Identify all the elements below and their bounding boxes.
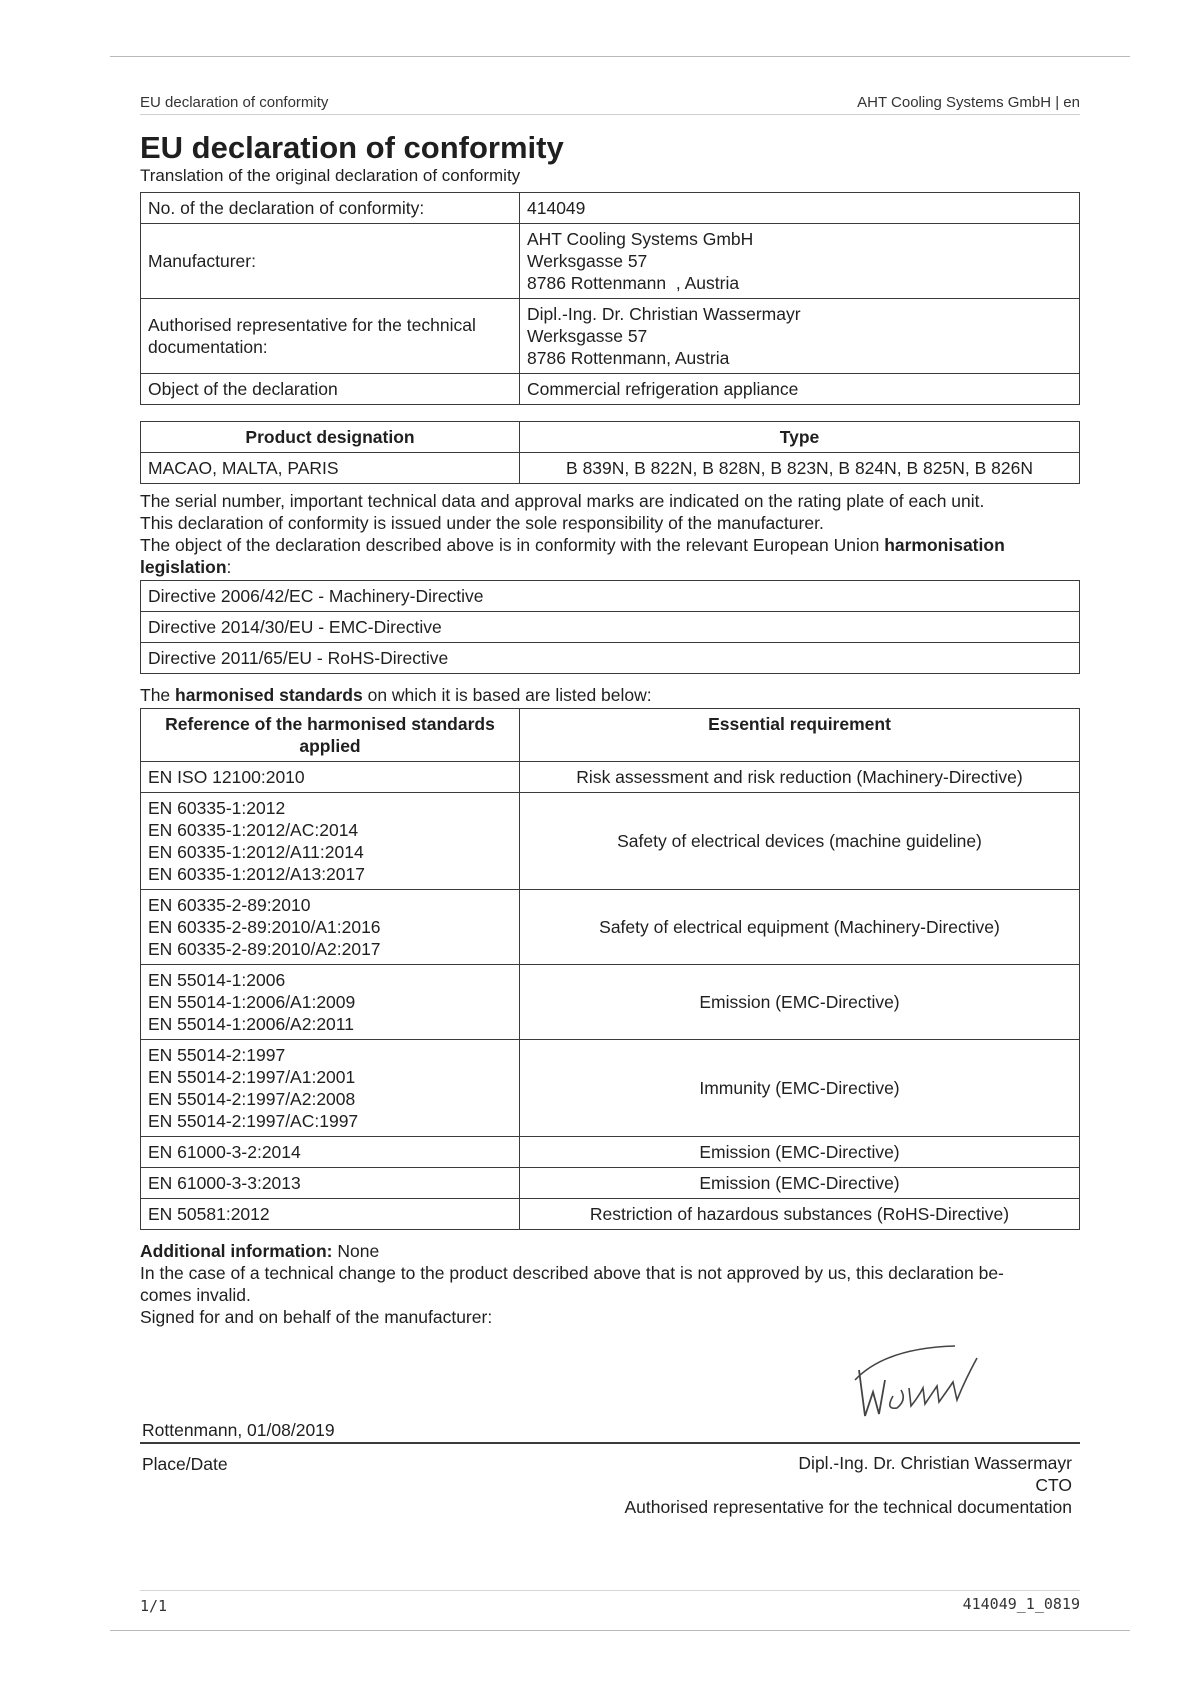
place-date-value: Rottenmann, 01/08/2019 bbox=[142, 1420, 335, 1440]
statement-line: This declaration of conformity is issued under the sole responsibility of the manufacturer. bbox=[140, 513, 824, 533]
table-row bbox=[141, 890, 1080, 965]
standard-requirement: Emission (EMC-Directive) bbox=[520, 965, 1080, 1040]
signer-role: Authorised representative for the technical documentation bbox=[624, 1497, 1072, 1517]
bold-term: harmonised standards bbox=[175, 685, 363, 705]
additional-information bbox=[140, 1240, 1080, 1328]
info-value-line: Commercial refrigeration appliance bbox=[527, 379, 799, 399]
info-value-line: Werksgasse 57 bbox=[527, 251, 648, 271]
info-label: Manufacturer: bbox=[141, 224, 520, 299]
statement-line: The serial number, important technical data and approval marks are indicated on the rating plate of each unit. bbox=[140, 491, 985, 511]
document-code: 414049_1_0819 bbox=[962, 1595, 1080, 1613]
info-label: Object of the declaration bbox=[141, 374, 520, 405]
place-date-label: Place/Date bbox=[142, 1454, 228, 1474]
table-row bbox=[141, 224, 1080, 299]
table-row bbox=[141, 762, 1080, 793]
product-designation: MACAO, MALTA, PARIS bbox=[141, 453, 520, 484]
table-row bbox=[141, 965, 1080, 1040]
page-number: 1/1 bbox=[140, 1597, 168, 1615]
additional-info-label: Additional information: bbox=[140, 1241, 333, 1261]
standards-intro: The harmonised standards on which it is based are listed below: bbox=[140, 685, 652, 705]
table-row bbox=[141, 193, 1080, 224]
signer-details bbox=[625, 1452, 1073, 1518]
standard-refs: EN 55014-2:1997 EN 55014-2:1997/A1:2001 EN 55014-2:1997/A2:2008 EN 55014-2:1997/AC:1997 bbox=[141, 1040, 520, 1137]
column-header: Reference of the harmonised standards applied bbox=[141, 709, 520, 762]
column-header: Essential requirement bbox=[520, 709, 1080, 762]
directive-item: Directive 2006/42/EC - Machinery-Directive bbox=[141, 581, 1080, 612]
additional-line: Signed for and on behalf of the manufacturer: bbox=[140, 1307, 493, 1327]
info-value bbox=[520, 224, 1080, 299]
standard-requirement: Emission (EMC-Directive) bbox=[520, 1137, 1080, 1168]
signature-block bbox=[140, 1408, 1080, 1518]
standard-refs: EN 50581:2012 bbox=[141, 1199, 520, 1230]
page-footer bbox=[140, 1590, 1080, 1615]
table-row bbox=[141, 612, 1080, 643]
declaration-info-table bbox=[140, 192, 1080, 405]
standard-requirement: Emission (EMC-Directive) bbox=[520, 1168, 1080, 1199]
info-value-line: AHT Cooling Systems GmbH bbox=[527, 229, 754, 249]
standard-refs: EN 55014-1:2006 EN 55014-1:2006/A1:2009 EN 55014-1:2006/A2:2011 bbox=[141, 965, 520, 1040]
product-table bbox=[140, 421, 1080, 484]
product-type: B 839N, B 822N, B 828N, B 823N, B 824N, B 825N, B 826N bbox=[520, 453, 1080, 484]
conformity-statements bbox=[140, 490, 1080, 578]
table-row bbox=[141, 1168, 1080, 1199]
column-header: Type bbox=[520, 422, 1080, 453]
info-value-line: Werksgasse 57 bbox=[527, 326, 648, 346]
table-header-row bbox=[141, 709, 1080, 762]
table-row bbox=[141, 374, 1080, 405]
directive-item: Directive 2014/30/EU - EMC-Directive bbox=[141, 612, 1080, 643]
signer-name: Dipl.-Ing. Dr. Christian Wassermayr bbox=[798, 1453, 1072, 1473]
running-header-right: AHT Cooling Systems GmbH | en bbox=[857, 94, 1080, 111]
table-row bbox=[141, 581, 1080, 612]
page-title: EU declaration of conformity bbox=[140, 130, 564, 165]
page-subtitle: Translation of the original declaration of conformity bbox=[140, 166, 521, 185]
standard-refs: EN 60335-2-89:2010 EN 60335-2-89:2010/A1:2016 EN 60335-2-89:2010/A2:2017 bbox=[141, 890, 520, 965]
info-value bbox=[520, 299, 1080, 374]
running-header-left: EU declaration of conformity bbox=[140, 94, 329, 111]
running-header bbox=[140, 90, 1080, 115]
info-value-line: 8786 Rottenmann , Austria bbox=[527, 273, 740, 293]
column-header: Product designation bbox=[141, 422, 520, 453]
standard-refs: EN ISO 12100:2010 bbox=[141, 762, 520, 793]
standard-refs: EN 60335-1:2012 EN 60335-1:2012/AC:2014 EN 60335-1:2012/A11:2014 EN 60335-1:2012/A13:2017 bbox=[141, 793, 520, 890]
standard-refs: EN 61000-3-3:2013 bbox=[141, 1168, 520, 1199]
table-row bbox=[141, 643, 1080, 674]
table-row bbox=[141, 1137, 1080, 1168]
top-page-rule bbox=[110, 56, 1130, 57]
signature-rule bbox=[140, 1442, 1080, 1444]
document-body bbox=[140, 130, 1080, 1328]
standard-refs: EN 61000-3-2:2014 bbox=[141, 1137, 520, 1168]
standard-requirement: Safety of electrical devices (machine guideline) bbox=[520, 793, 1080, 890]
info-value bbox=[520, 193, 1080, 224]
info-label: Authorised representative for the technical documentation: bbox=[141, 299, 520, 374]
info-value-line: 414049 bbox=[527, 198, 586, 218]
standard-requirement: Risk assessment and risk reduction (Machinery-Directive) bbox=[520, 762, 1080, 793]
directives-table bbox=[140, 580, 1080, 674]
table-header-row bbox=[141, 422, 1080, 453]
bold-term: harmonisation legislation bbox=[140, 535, 1005, 577]
info-label: No. of the declaration of conformity: bbox=[141, 193, 520, 224]
table-row bbox=[141, 299, 1080, 374]
info-value bbox=[520, 374, 1080, 405]
standard-requirement: Safety of electrical equipment (Machinery-Directive) bbox=[520, 890, 1080, 965]
info-value-line: 8786 Rottenmann, Austria bbox=[527, 348, 730, 368]
directive-item: Directive 2011/65/EU - RoHS-Directive bbox=[141, 643, 1080, 674]
standard-requirement: Restriction of hazardous substances (RoHS-Directive) bbox=[520, 1199, 1080, 1230]
info-value-line: Dipl.-Ing. Dr. Christian Wassermayr bbox=[527, 304, 801, 324]
signer-title: CTO bbox=[1035, 1475, 1072, 1495]
statement-line: The object of the declaration described above is in conformity with the relevant European Union harmonisation legislation: bbox=[140, 535, 1005, 577]
table-row bbox=[141, 1199, 1080, 1230]
table-row bbox=[141, 453, 1080, 484]
additional-info-value: None bbox=[332, 1241, 380, 1261]
bottom-page-rule bbox=[110, 1630, 1130, 1631]
table-row bbox=[141, 1040, 1080, 1137]
additional-line: In the case of a technical change to the product described above that is not approved by us, this declaration be- bbox=[140, 1263, 1004, 1283]
standards-table bbox=[140, 708, 1080, 1230]
additional-line: comes invalid. bbox=[140, 1285, 251, 1305]
table-row bbox=[141, 793, 1080, 890]
standard-requirement: Immunity (EMC-Directive) bbox=[520, 1040, 1080, 1137]
